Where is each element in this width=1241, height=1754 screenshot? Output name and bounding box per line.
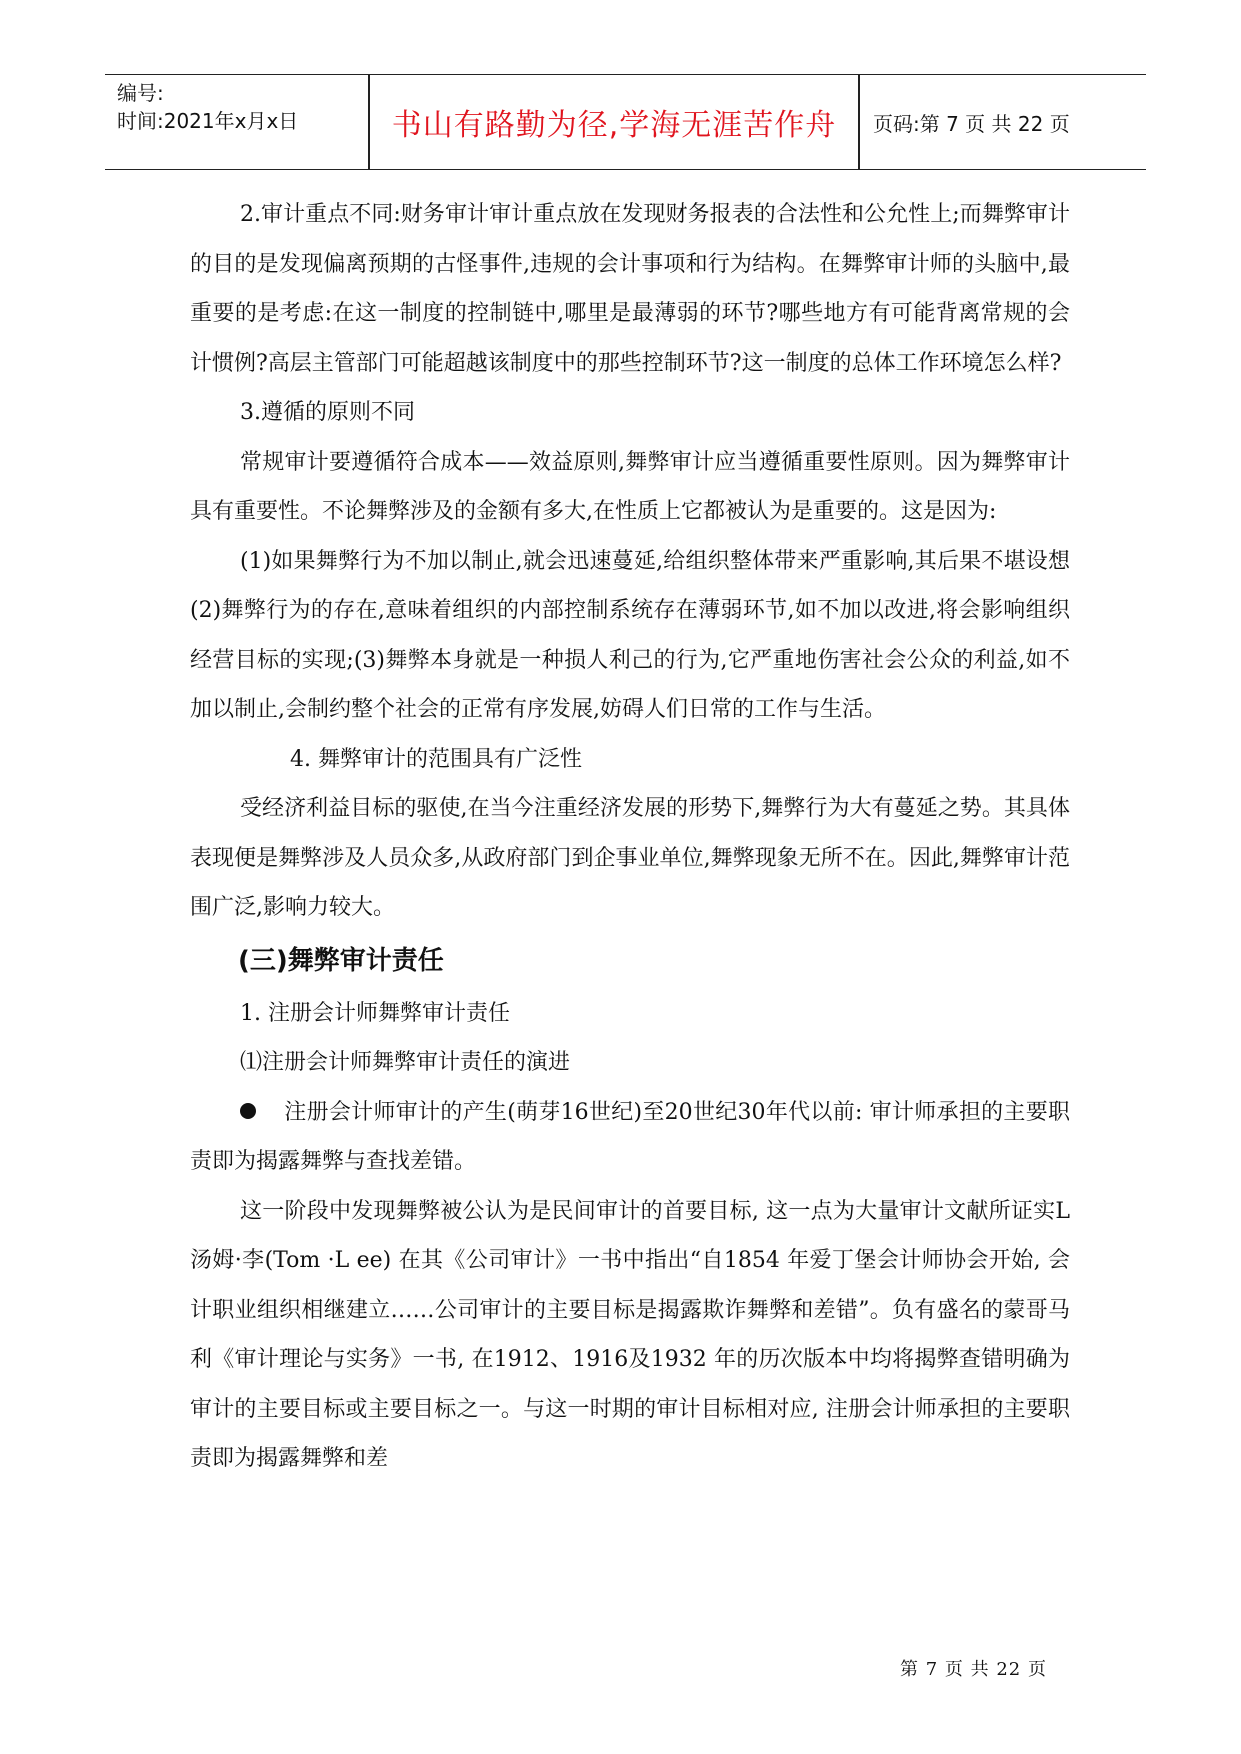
bullet-item (190, 1088, 1070, 1187)
bullet-dot-icon (240, 1103, 256, 1119)
paragraph-principles-heading: 3.遵循的原则不同 (240, 400, 415, 425)
paragraph-cpa-heading: 1. 注册会计师舞弊审计责任 (240, 1000, 510, 1026)
page-footer: 第 7 页 共 22 页 (900, 1659, 1047, 1680)
header-time-label: 时间:2021年x月x日 (117, 109, 299, 133)
bullet-text: 注册会计师审计的产生(萌芽16世纪)至20世纪30年代以前: 审计师承担的主要职责即为揭露舞弊与查找差错。 (190, 1099, 1070, 1174)
header-page-label: 页码:第 7 页 共 22 页 (873, 111, 1070, 136)
paragraph-scope: 受经济利益目标的驱使,在当今注重经济发展的形势下,舞弊行为大有蔓延之势。其具体表现便是舞弊涉及人员众多,从政府部门到企事业单位,舞弊现象无所不在。因此,舞弊审计范围广泛,影响力较大。 (190, 796, 1070, 920)
paragraph-scope-heading: 4. 舞弊审计的范围具有广泛性 (290, 746, 582, 772)
header-divider (858, 75, 860, 169)
paragraph-cpa-evolution: ⑴注册会计师舞弊审计责任的演进 (240, 1050, 571, 1075)
paragraph-audit-focus: 2.审计重点不同:财务审计审计重点放在发现财务报表的合法性和公允性上;而舞弊审计的目的是发现偏离预期的古怪事件,违规的会计事项和行为结构。在舞弊审计师的头脑中,最重要的是考虑:在这一制度的控制链中,哪里是最薄弱的环节?哪些地方有可能背离常规的会计惯例?高层主管部门可能超越该制度中的那些控制环节?这一制度的总体工作环境怎么样? (190, 202, 1070, 376)
header-meta (117, 79, 367, 135)
page-header (105, 74, 1146, 170)
document-body (190, 190, 1070, 1484)
header-motto: 书山有路勤为径,学海无涯苦作舟 (391, 108, 837, 143)
paragraph-reasons: (1)如果舞弊行为不加以制止,就会迅速蔓延,给组织整体带来严重影响,其后果不堪设想(2)舞弊行为的存在,意味着组织的内部控制系统存在薄弱环节,如不加以改进,将会影响组织经营目标的实现;(3)舞弊本身就是一种损人利己的行为,它严重地伤害社会公众的利益,如不加以制止,会制约整个社会的正常有序发展,妨碍人们日常的工作与生活。 (190, 548, 1070, 722)
section-heading: (三)舞弊审计责任 (238, 945, 444, 976)
paragraph-principles: 常规审计要遵循符合成本——效益原则,舞弊审计应当遵循重要性原则。因为舞弊审计具有重要性。不论舞弊涉及的金额有多大,在性质上它都被认为是重要的。这是因为: (190, 449, 1070, 524)
paragraph-history: 这一阶段中发现舞弊被公认为是民间审计的首要目标, 这一点为大量审计文献所证实L汤姆·李(Tom ·L ee) 在其《公司审计》一书中指出“自1854 年爱丁堡会计师协会开始, 会计职业组织相继建立……公司审计的主要目标是揭露欺诈舞弊和差错”。负有盛名的蒙哥马利《审计理论与实务》一书, 在1912、1916及1932 年的历次版本中均将揭弊查错明确为审计的主要目标或主要目标之一。与这一时期的审计目标相对应, 注册会计师承担的主要职责即为揭露舞弊和差 (190, 1198, 1070, 1471)
header-divider (368, 75, 370, 169)
header-number-label: 编号: (117, 81, 164, 105)
